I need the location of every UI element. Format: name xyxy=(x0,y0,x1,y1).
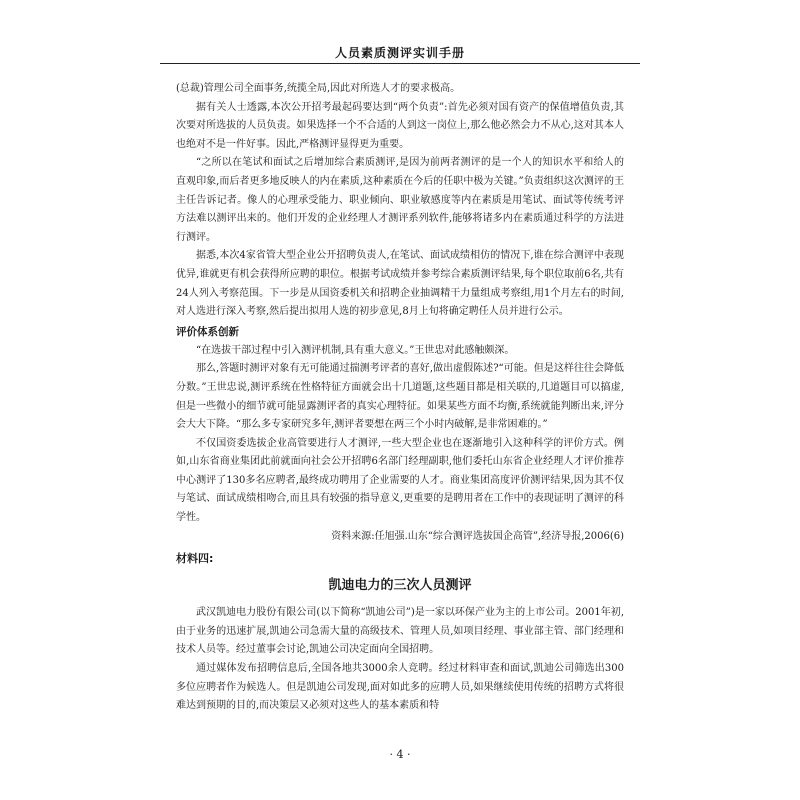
paragraph: 那么,答题时测评对象有无可能通过揣测考评者的喜好,做出虚假陈述?“可能。但是这样往往会降低分数。”王世忠说,测评系统在性格特征方面就会出十几道题,这些题目都是相关联的,几道题目可以搞虚,但是一些微小的细节就可能显露测评者的真实心理特征。如果某些方面不均衡,系统就能判断出来,评分会大大下降。“那么多专家研究多年,测评者要想在两三个小时内破解,是非常困难的。” xyxy=(176,363,624,431)
source-citation: 资料来源:任旭强.山东“综合测评选拔国企高管”,经济导报,2006(6) xyxy=(331,530,624,542)
paragraph: (总裁)管理公司全面事务,统揽全局,因此对所选人才的要求极高。 xyxy=(176,83,461,94)
header-rule xyxy=(160,63,640,64)
paragraph: “在选拔干部过程中引入测评机制,具有重大意义。”王世忠对此感触颇深。 xyxy=(196,344,515,356)
page-body xyxy=(176,80,624,716)
paragraph: 不仅国资委选拔企业高管要进行人才测评,一些大型企业也在逐渐地引入这种科学的评价方式。例如,山东省商业集团此前就面向社会公开招聘6名部门经理副职,他们委托山东省企业经理人才评价推荐中心测评了130多名应聘者,最终成功聘用了企业需要的人才。商业集团高度评价测评结果,因为其不仅与笔试、面试成绩相吻合,而且具有较强的指导意义,更重要的是聘用者在工作中的表现证明了测评的科学性。 xyxy=(176,437,624,524)
page-number: · 4 · xyxy=(389,748,411,761)
paragraph: 据悉,本次4家省管大型企业公开招聘负责人,在笔试、面试成绩相仿的情况下,谁在综合测评中表现优异,谁就更有机会获得所应聘的职位。根据考试成绩并参考综合素质测评结果,每个职位取前6名,共有24人列入考察范围。下一步是从国资委机关和招聘企业抽调精干力量组成考察组,用1个月左右的时间,对人选进行深入考察,然后提出拟用人选的初步意见,8月上旬将确定聘任人员并进行公示。 xyxy=(176,250,624,318)
article-title: 凯迪电力的三次人员测评 xyxy=(328,578,472,594)
paragraph: 据有关人士透露,本次公开招考最起码要达到“两个负责”:首先必须对国有资产的保值增值负责,其次要对所选拔的人员负责。如果选择一个不合适的人到这一岗位上,那么他必然会力不从心,这对其本人也绝对不是一件好事。因此,严格测评显得更为重要。 xyxy=(176,101,624,150)
material-label: 材料四: xyxy=(176,552,214,566)
section-3 xyxy=(176,604,624,716)
section-heading: 评价体系创新 xyxy=(176,325,239,338)
paragraph: 武汉凯迪电力股份有限公司(以下简称“凯迪公司”)是一家以环保产业为主的上市公司。2001年初,由于业务的迅速扩展,凯迪公司急需大量的高级技术、管理人员,如项目经理、事业部主管、部门经理和技术人员等。经过董事会讨论,凯迪公司决定面向全国招聘。 xyxy=(176,607,624,656)
running-header-title: 人员素质测评实训手册 xyxy=(334,46,465,60)
paragraph: “之所以在笔试和面试之后增加综合素质测评,是因为前两者测评的是一个人的知识水平和给人的直观印象,而后者更多地反映人的内在素质,这种素质在今后的任职中极为关键。”负责组织这次测评的王主任告诉记者。像人的心理承受能力、职业倾向、职业敏感度等内在素质是用笔试、面试等传统考评方法难以测评出来的。他们开发的企业经理人才测评系列软件,能够将诸多内在素质通过科学的方法进行测评。 xyxy=(176,157,624,243)
paragraph: 通过媒体发布招聘信息后,全国各地共3000余人竞聘。经过材料审查和面试,凯迪公司筛选出300多位应聘者作为候选人。但是凯迪公司发现,面对如此多的应聘人员,如果继续使用传统的招聘方式将很难达到预期的目的,而决策层又必须对这些人的基本素质和特 xyxy=(176,663,624,712)
section-2 xyxy=(176,342,624,528)
section-1 xyxy=(176,80,624,322)
